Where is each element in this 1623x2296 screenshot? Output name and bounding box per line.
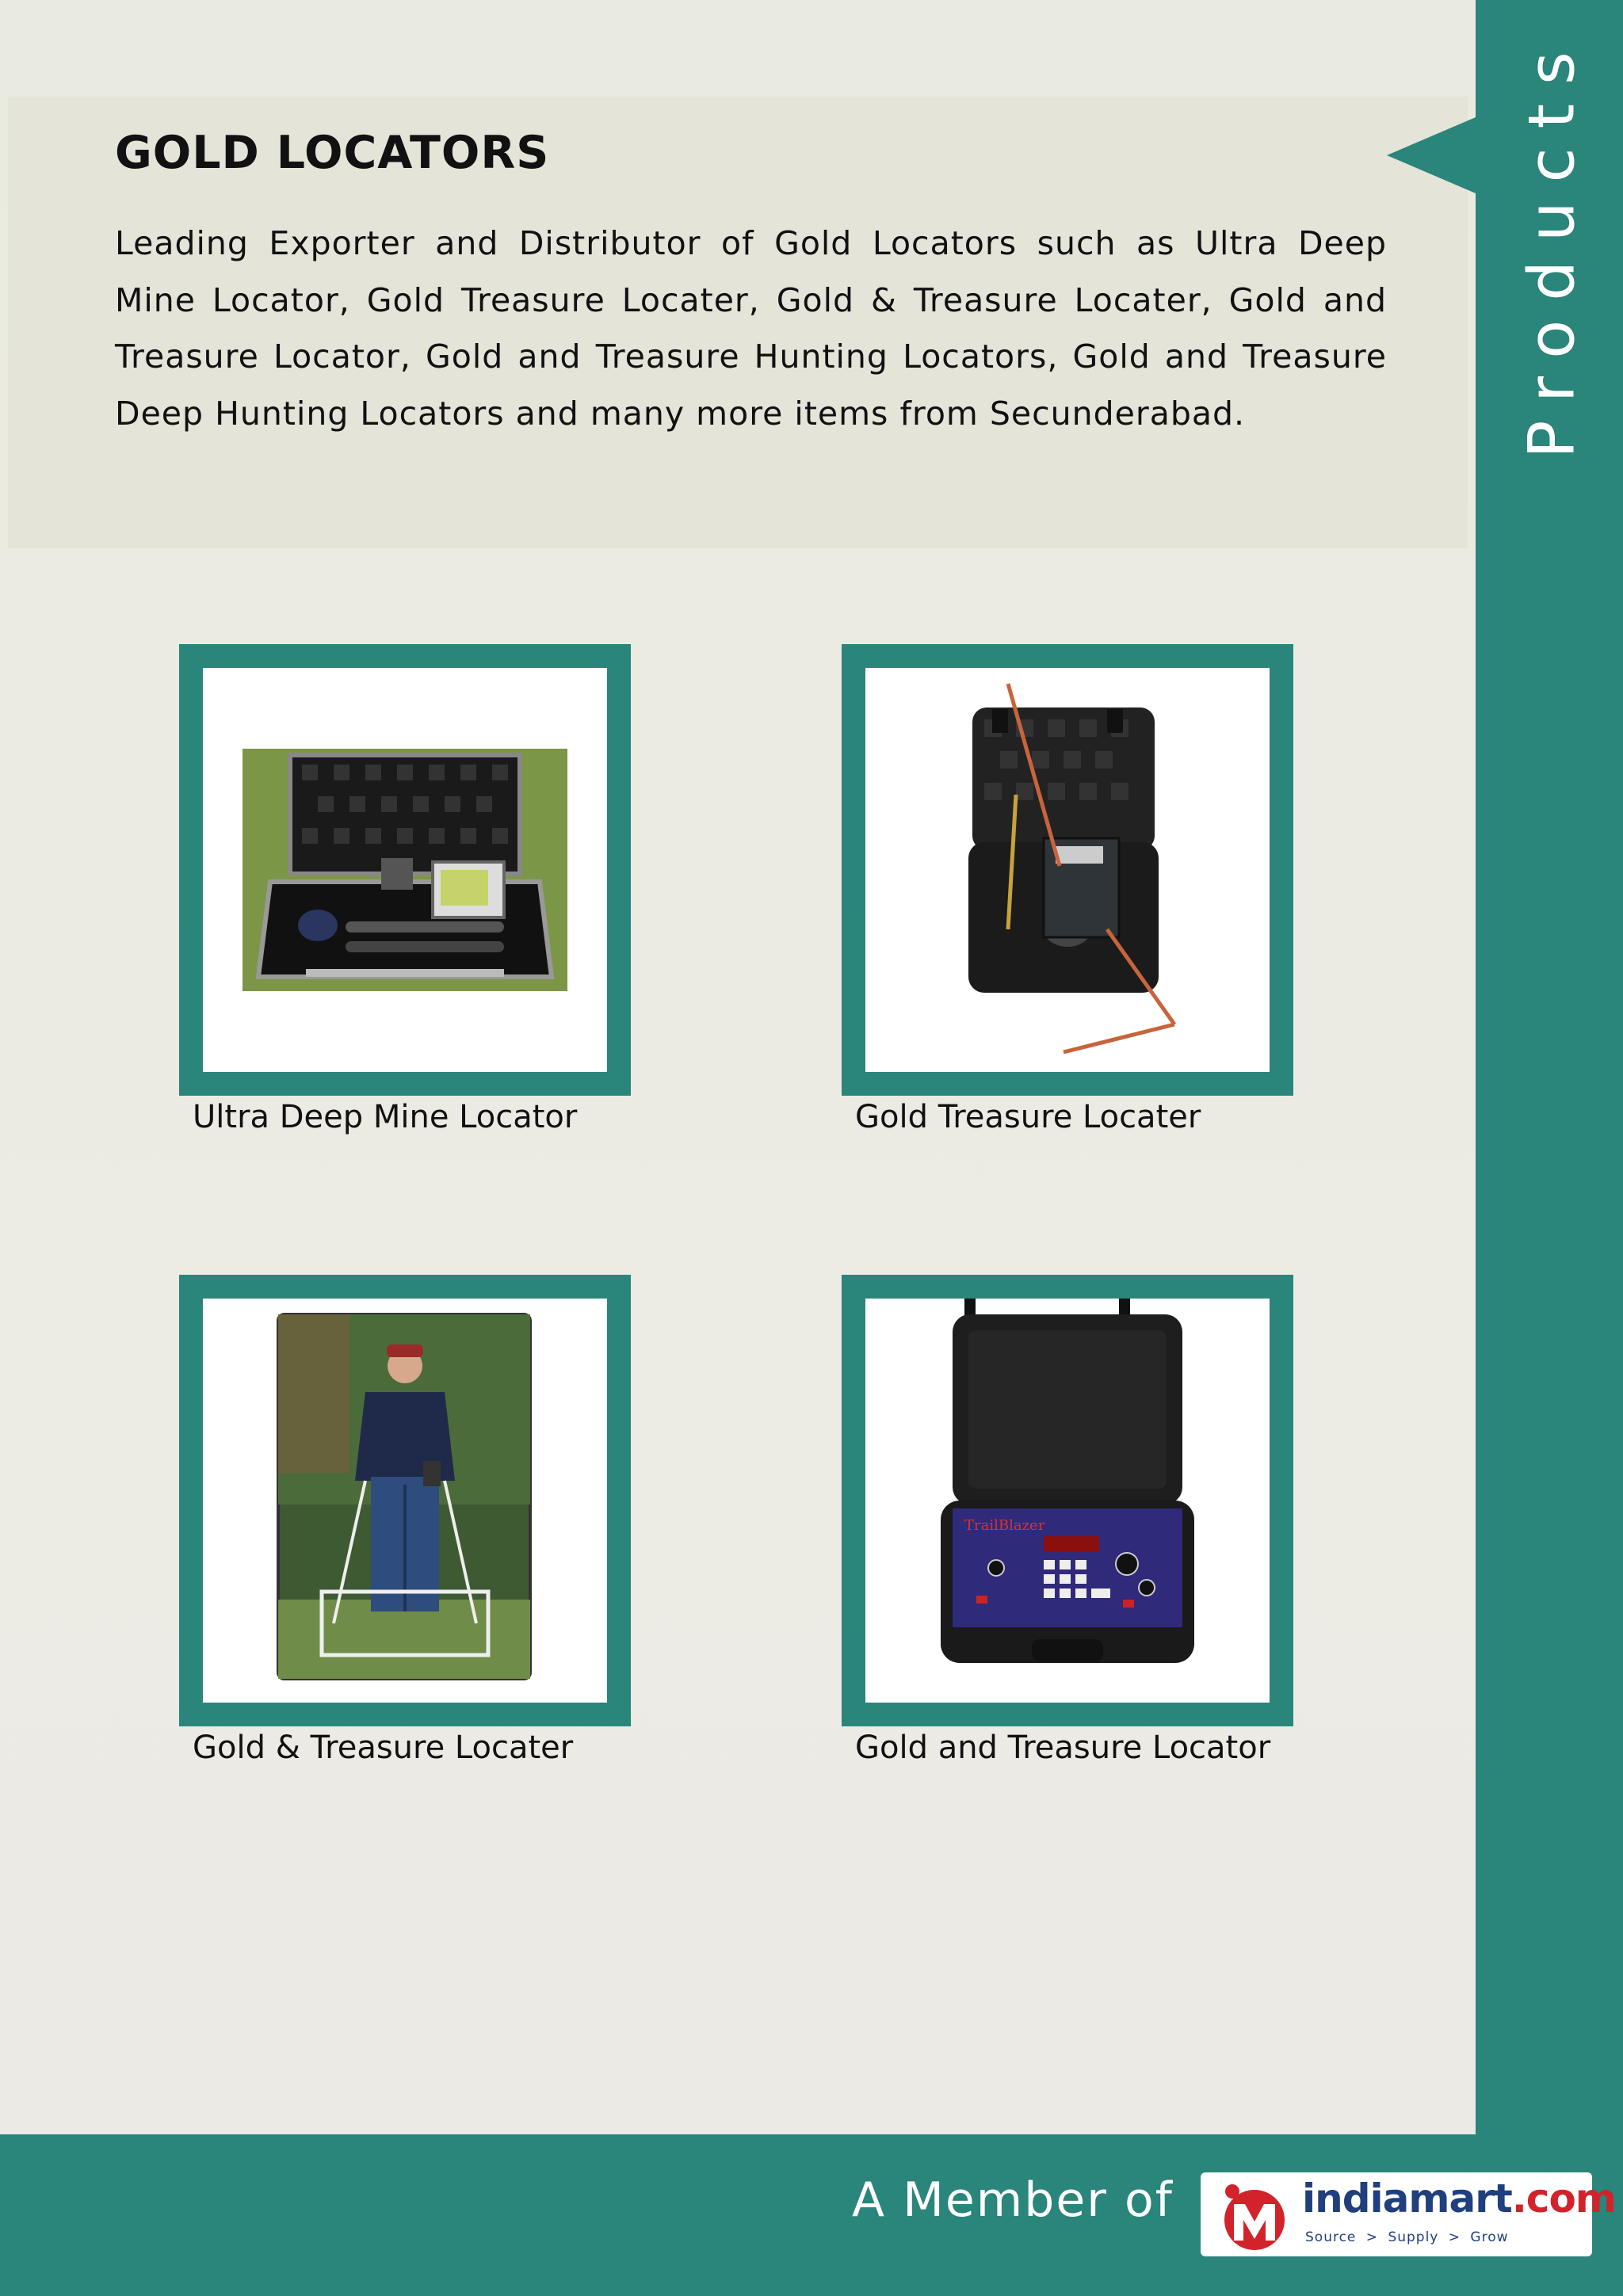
- gold-treasure-locater-image: [865, 668, 1270, 1072]
- product-image-frame: [179, 1275, 631, 1726]
- product-caption: Ultra Deep Mine Locator: [193, 1099, 578, 1135]
- product-image-frame: [179, 644, 631, 1096]
- logo-tagline: Source > Supply > Grow: [1305, 2229, 1509, 2245]
- product-card[interactable]: [179, 1275, 631, 1768]
- indiamart-m-icon: [1201, 2172, 1304, 2256]
- sidebar-label: Products: [1514, 32, 1589, 459]
- product-caption: Gold & Treasure Locater: [193, 1730, 574, 1766]
- product-card[interactable]: [842, 644, 1293, 1137]
- product-card[interactable]: [179, 644, 631, 1137]
- product-image-frame: [842, 644, 1293, 1096]
- intro-description: Leading Exporter and Distributor of Gold Locators such as Ultra Deep Mine Locator, Gold Treasure Locater, Gold & Treasure Locater, Gold and Treasure Locator, Gold and Treasure Hunting Locators, Gold and Treasure Deep Hunting Locators and many more items from Secunderabad.: [115, 224, 1387, 433]
- member-text: A Member of: [852, 2172, 1174, 2228]
- logo-wordmark: [1302, 2176, 1616, 2222]
- sidebar-pointer: [1387, 117, 1476, 193]
- treasure-locator-console-image: [865, 1299, 1270, 1703]
- treasure-locater-person-image: [203, 1299, 607, 1703]
- page-title: GOLD LOCATORS: [115, 127, 550, 179]
- mine-locator-case-image: [203, 668, 607, 1072]
- logo-domain: .com: [1511, 2176, 1616, 2222]
- product-card[interactable]: [842, 1275, 1293, 1768]
- svg-text:TrailBlazer: TrailBlazer: [964, 1517, 1045, 1534]
- product-image[interactable]: [865, 668, 1270, 1072]
- product-caption: Gold Treasure Locater: [855, 1099, 1201, 1135]
- product-caption: Gold and Treasure Locator: [855, 1730, 1271, 1766]
- logo-name: indiamart: [1302, 2176, 1512, 2222]
- product-image-frame: [842, 1275, 1293, 1726]
- product-image[interactable]: [203, 668, 607, 1072]
- product-image[interactable]: [865, 1299, 1270, 1703]
- product-image[interactable]: [203, 1299, 607, 1703]
- indiamart-logo[interactable]: [1201, 2172, 1616, 2256]
